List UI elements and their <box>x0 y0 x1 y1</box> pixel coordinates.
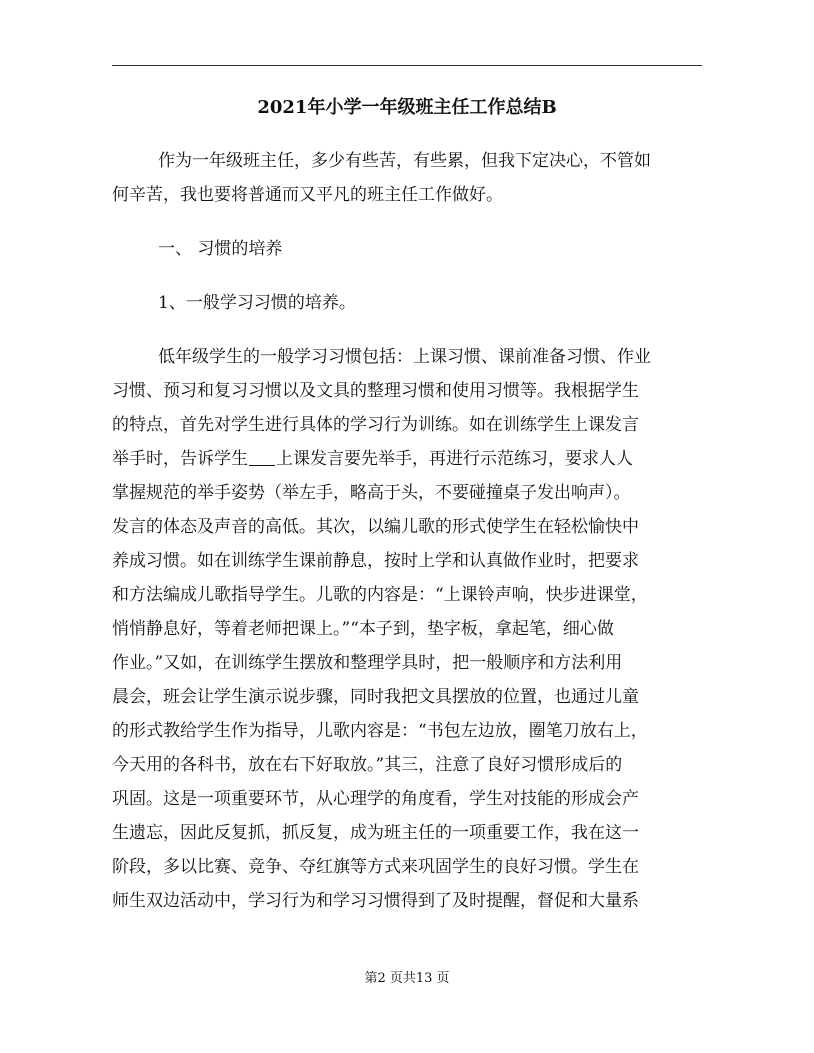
subsection-heading: 1、一般学习习惯的培养。 <box>158 293 356 313</box>
paragraph-line: 生遗忘，因此反复抓，抓反复，成为班主任的一项重要工作，我在这一 <box>112 823 639 843</box>
paragraph-line: 师生双边活动中，学习行为和学习习惯得到了及时提醒，督促和大量系 <box>112 891 639 911</box>
paragraph-line-with-blank <box>112 442 698 476</box>
document-body <box>112 144 698 918</box>
paragraph-line: 悄悄静息好，等着老师把课上。”“本子到，垫字板，拿起笔，细心做 <box>112 619 614 639</box>
paragraph-gap <box>112 320 698 340</box>
paragraph-gap <box>112 212 698 232</box>
paragraph-line: 习惯、预习和复习习惯以及文具的整理习惯和使用习惯等。我根据学生 <box>112 381 639 401</box>
paragraph-text: 上课发言要先举手，再进行示范练习，要求人人 <box>276 449 633 469</box>
paragraph-gap <box>112 266 698 286</box>
paragraph-line: 养成习惯。如在训练学生课前静息，按时上学和认真做作业时，把要求 <box>112 551 639 571</box>
intro-line-2: 何辛苦，我也要将普通而又平凡的班主任工作做好。 <box>112 185 503 205</box>
paragraph-line: 和方法编成儿歌指导学生。儿歌的内容是：“上课铃声响，快步进课堂， <box>112 585 648 605</box>
paragraph-line: 作业。”又如，在训练学生摆放和整理学具时，把一般顺序和方法利用 <box>112 653 623 673</box>
paragraph-line: 的特点，首先对学生进行具体的学习行为训练。如在训练学生上课发言 <box>112 415 639 435</box>
document-title: 2021年小学一年级班主任工作总结B <box>257 97 557 118</box>
paragraph-line: 晨会，班会让学生演示说步骤，同时我把文具摆放的位置，也通过儿童 <box>112 687 639 707</box>
intro-line-1: 作为一年级班主任，多少有些苦，有些累，但我下定决心，不管如 <box>158 151 651 171</box>
paragraph-text: 举手时，告诉学生 <box>112 449 248 469</box>
paragraph-line: 阶段，多以比赛、竞争、夺红旗等方式来巩固学生的良好习惯。学生在 <box>112 857 639 877</box>
page-number-footer: 第2 页共13 页 <box>364 971 450 986</box>
section-heading: 一、 习惯的培养 <box>158 239 283 259</box>
paragraph-line: 低年级学生的一般学习习惯包括：上课习惯、课前准备习惯、作业 <box>158 347 651 367</box>
header-rule <box>112 65 702 66</box>
paragraph-line: 今天用的各科书，放在右下好取放。”其三，注意了良好习惯形成后的 <box>112 755 623 775</box>
paragraph-line: 巩固。这是一项重要环节，从心理学的角度看，学生对技能的形成会产 <box>112 789 639 809</box>
fill-in-blank <box>249 447 275 466</box>
paragraph-line: 掌握规范的举手姿势（举左手，略高于头，不要碰撞桌子发出响声）。 <box>112 483 631 503</box>
paragraph-line: 发言的体态及声音的高低。其次，以编儿歌的形式使学生在轻松愉快中 <box>112 517 639 537</box>
paragraph-line: 的形式教给学生作为指导，儿歌内容是：“书包左边放，圈笔刀放右上， <box>112 721 648 741</box>
